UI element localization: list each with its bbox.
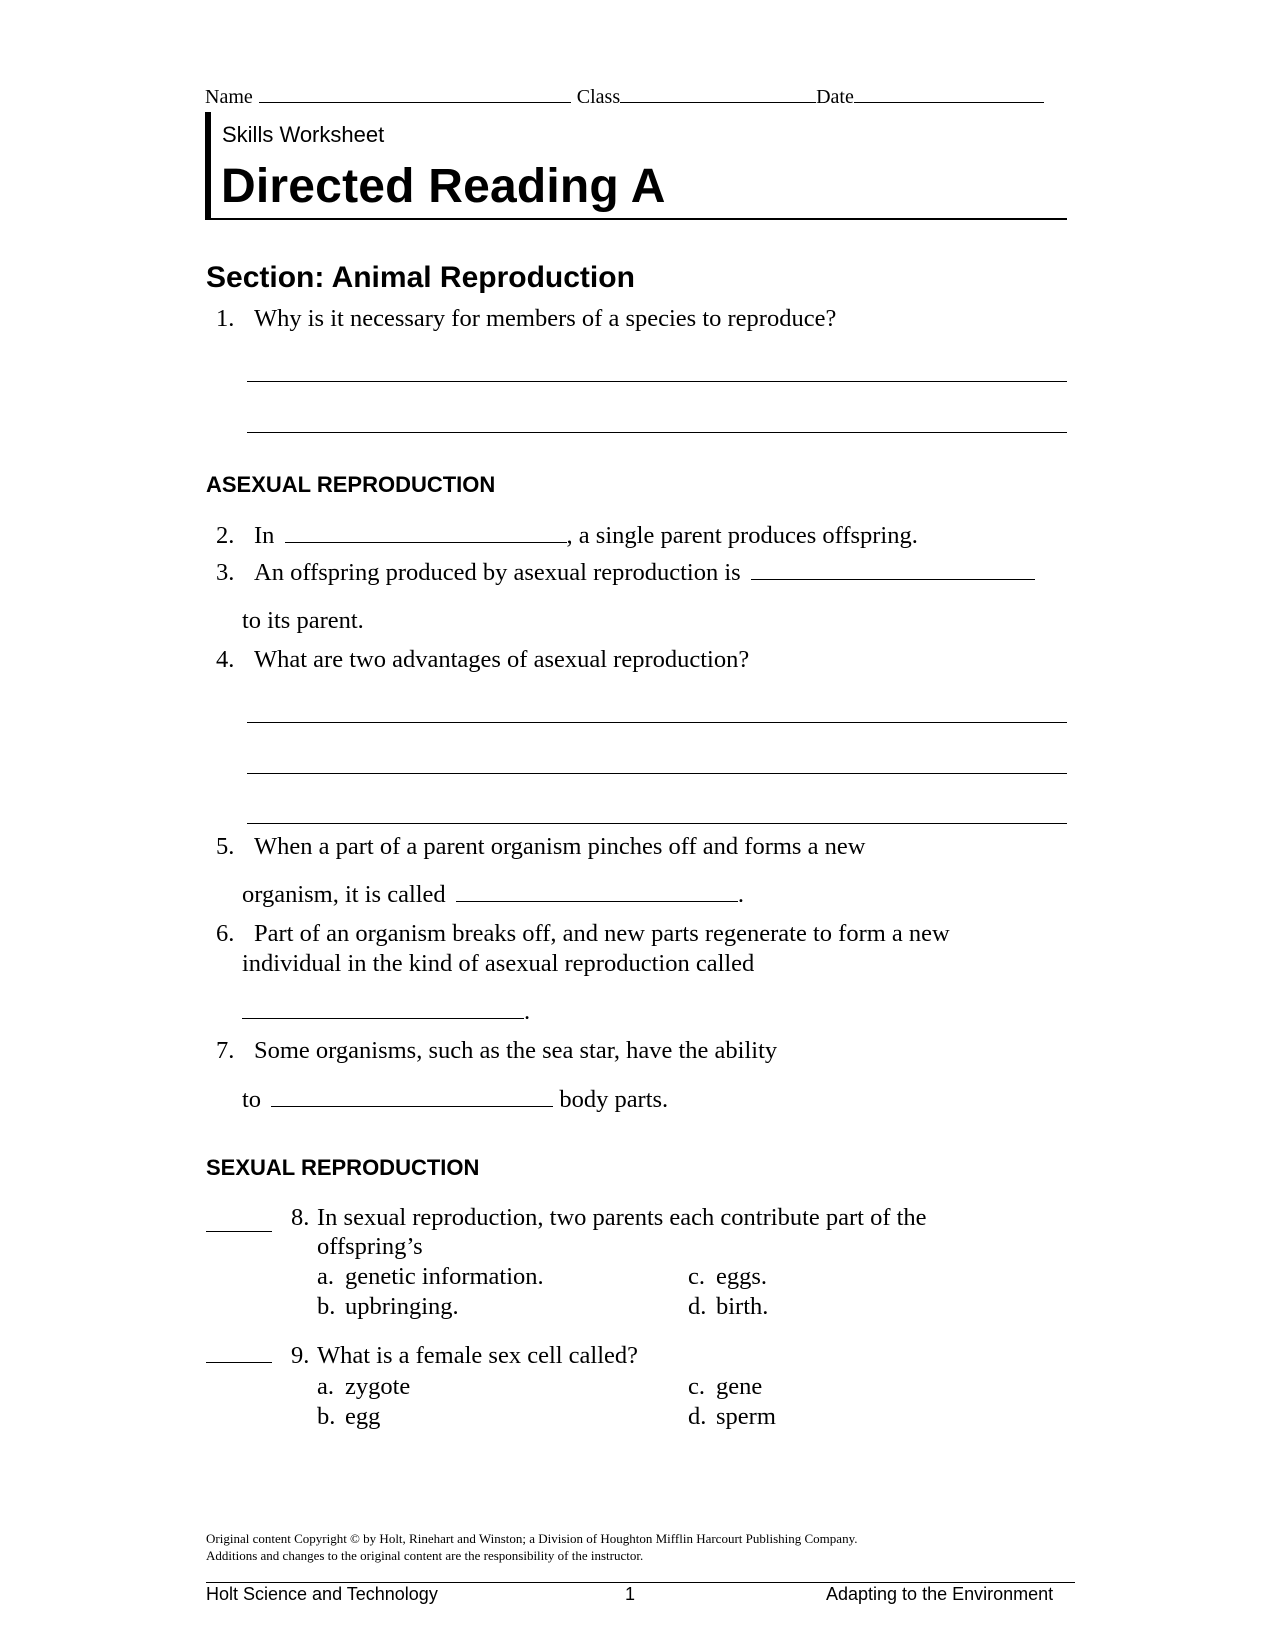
option-text: egg [345,1403,381,1430]
question-6-line-3 [242,998,530,1026]
copyright-line-2: Additions and changes to the original content are the responsibility of the instructor. [206,1548,644,1563]
question-6 [216,920,950,948]
footer-divider [206,1582,1075,1583]
class-blank[interactable] [620,86,816,103]
question-text: , a single parent produces offspring. [566,522,918,549]
answer-line[interactable] [247,722,1067,723]
answer-line[interactable] [247,823,1067,824]
option-c[interactable] [688,1263,767,1291]
answer-line[interactable] [247,773,1067,774]
question-text: organism, it is called [242,881,446,908]
question-9 [291,1342,638,1370]
question-number: 5. [216,833,235,860]
worksheet-type: Skills Worksheet [222,122,385,147]
option-d[interactable] [688,1293,768,1321]
question-6-line-2: individual in the kind of asexual reproduction called [242,950,755,977]
option-text: sperm [716,1403,776,1430]
question-text: Why is it necessary for members of a species to reproduce? [254,305,837,332]
question-text: body parts. [559,1086,669,1113]
footer-publisher: Holt Science and Technology [206,1584,438,1604]
option-letter: a. [317,1263,334,1290]
question-text: . [524,998,531,1025]
option-letter: b. [317,1403,336,1430]
question-4 [216,646,749,674]
question-8 [291,1204,927,1232]
student-info-row [205,86,1065,109]
option-letter: c. [688,1373,705,1400]
answer-blank[interactable] [206,1231,272,1232]
question-5 [216,833,865,861]
option-text: eggs. [716,1263,768,1290]
question-number: 1. [216,305,235,332]
question-3-continuation: to its parent. [242,607,364,634]
name-label: Name [205,86,253,108]
name-blank[interactable] [259,86,571,103]
question-3 [216,559,1035,587]
question-text: . [737,881,744,908]
question-number: 8. [291,1204,310,1231]
option-c[interactable] [688,1373,762,1401]
question-7-line-2 [242,1086,668,1114]
page-number: 1 [625,1584,636,1604]
option-a[interactable] [317,1263,544,1291]
date-label: Date [816,86,854,108]
fill-in-blank[interactable] [456,885,738,902]
footer-chapter: Adapting to the Environment [826,1584,1054,1604]
fill-in-blank[interactable] [285,526,567,543]
option-b[interactable] [317,1293,459,1321]
question-text: In [254,522,275,549]
fill-in-blank[interactable] [242,1002,524,1019]
question-text: Some organisms, such as the sea star, have the ability [254,1037,778,1064]
question-text: In sexual reproduction, two parents each contribute part of the [317,1204,927,1231]
option-text: gene [716,1373,763,1400]
option-text: genetic information. [345,1263,544,1290]
option-letter: d. [688,1293,707,1320]
question-number: 4. [216,646,235,673]
question-text: to [242,1086,262,1113]
question-2 [216,522,918,550]
option-letter: a. [317,1373,334,1400]
section-title: Section: Animal Reproduction [206,261,635,294]
question-number: 6. [216,920,235,947]
question-1 [216,305,836,333]
option-letter: b. [317,1293,336,1320]
question-text: An offspring produced by asexual reproduction is [254,559,741,586]
answer-line[interactable] [247,381,1067,382]
question-text: Part of an organism breaks off, and new parts regenerate to form a new [254,920,950,947]
question-number: 9. [291,1342,310,1369]
question-number: 2. [216,522,235,549]
question-number: 3. [216,559,235,586]
sexual-reproduction-heading: SEXUAL REPRODUCTION [206,1155,480,1180]
option-text: zygote [345,1373,411,1400]
option-d[interactable] [688,1403,776,1431]
fill-in-blank[interactable] [751,563,1035,580]
question-text: What are two advantages of asexual reproduction? [254,646,750,673]
answer-line[interactable] [247,432,1067,433]
date-blank[interactable] [854,86,1044,103]
option-a[interactable] [317,1373,410,1401]
class-label: Class [576,86,621,108]
asexual-reproduction-heading: ASEXUAL REPRODUCTION [206,472,496,497]
answer-blank[interactable] [206,1362,272,1363]
page-title: Directed Reading A [221,160,666,213]
question-text: What is a female sex cell called? [317,1342,639,1369]
option-letter: d. [688,1403,707,1430]
option-letter: c. [688,1263,705,1290]
option-b[interactable] [317,1403,380,1431]
question-text: When a part of a parent organism pinches off and forms a new [254,833,866,860]
option-text: upbringing. [345,1293,459,1320]
question-7 [216,1037,777,1065]
copyright-line-1: Original content Copyright © by Holt, Rinehart and Winston; a Division of Houghton Mifflin Harcourt Publishing Company. [206,1531,858,1546]
fill-in-blank[interactable] [271,1090,553,1107]
question-8-line-2: offspring’s [317,1233,423,1260]
option-text: birth. [716,1293,769,1320]
question-number: 7. [216,1037,235,1064]
question-5-line-2 [242,881,744,909]
